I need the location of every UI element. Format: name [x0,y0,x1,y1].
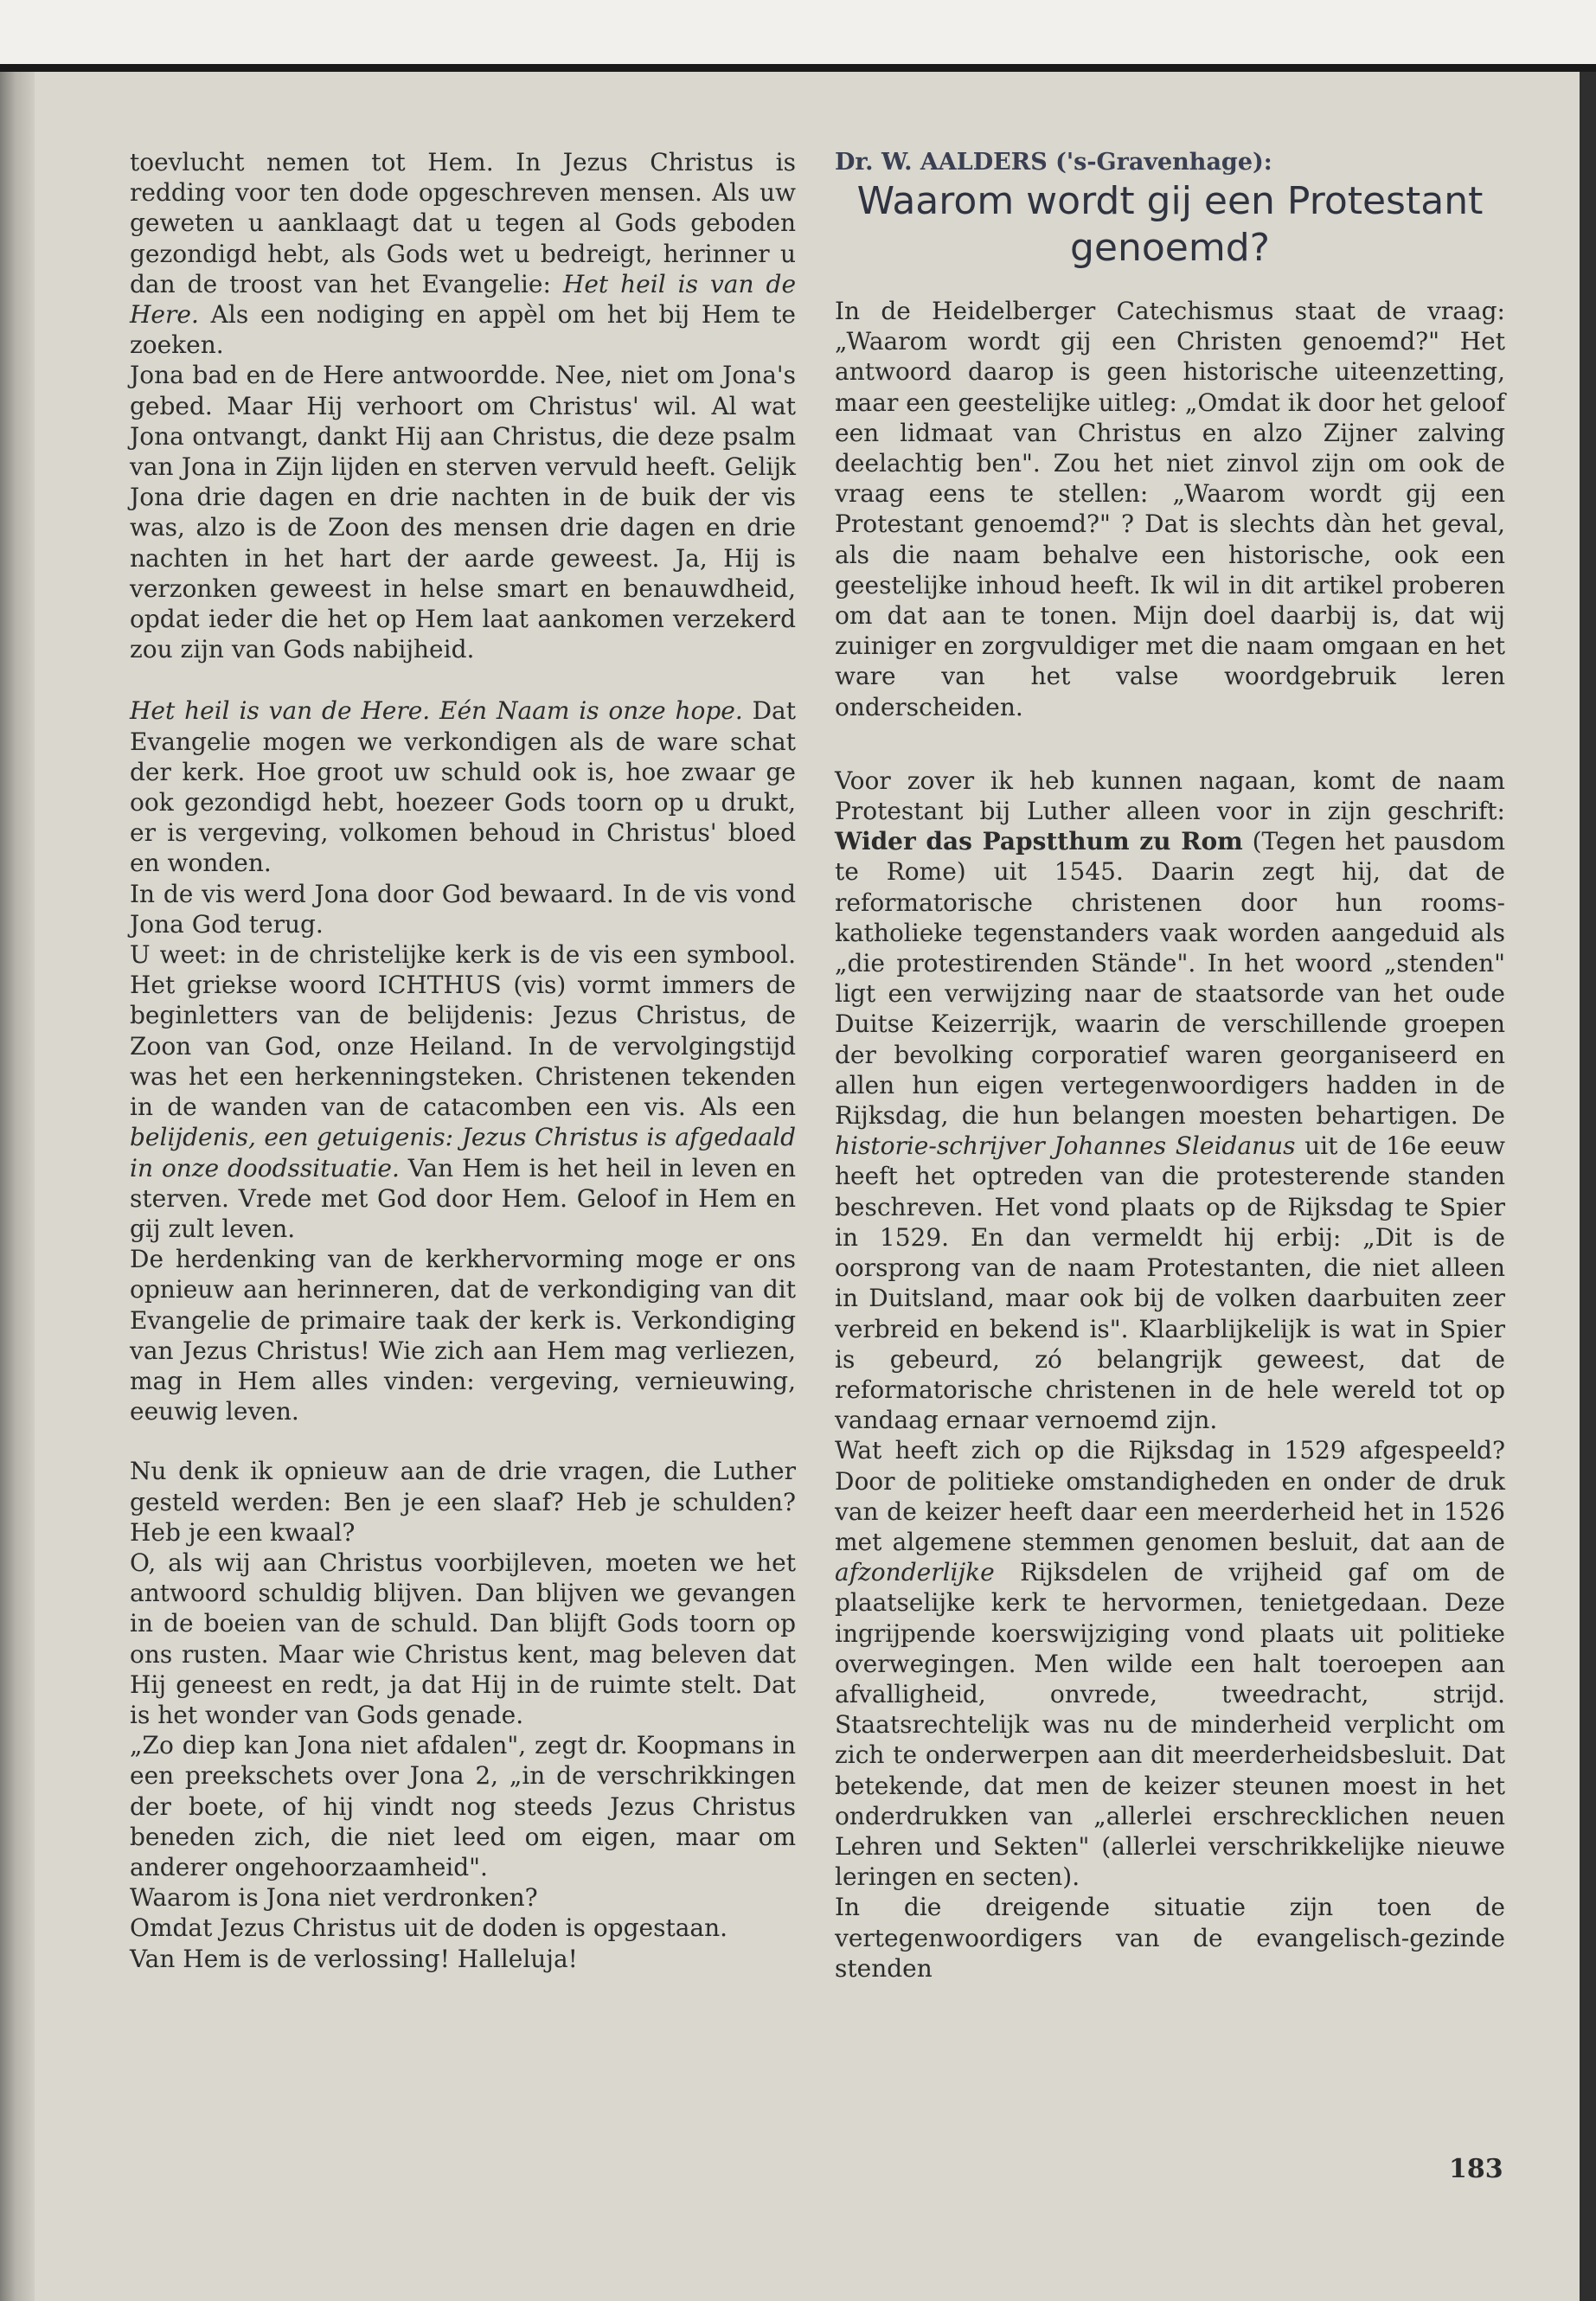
italic-phrase: belijdenis, een getuigenis: Jezus Christus is afgedaald in onze doodssituatie. [130,1123,796,1183]
book-title: Wider das Papstthum zu Rom [835,827,1243,856]
left-paragraph-2: Jona bad en de Here antwoordde. Nee, niet om Jona's gebed. Maar Hij verhoort om Christus' wil. Al wat Jona ontvangt, dankt Hij aan Christus, die deze psalm van Jona in Zijn lijden en sterven vervuld heeft. Gelijk Jona drie dagen en drie nachten in de buik der vis was, alzo is de Zoon des mensen drie dagen en drie nachten in het hart der aarde geweest. Ja, Hij is verzonken geweest in helse smart en benauwdheid, opdat ieder die het op Hem laat aankomen verzekerd zou zijn van Gods nabijheid. [130,361,796,664]
right-column [835,147,1505,1984]
left-paragraph-3: Het heil is van de Here. Eén Naam is onze hope. Dat Evangelie mogen we verkondigen als de ware schat der kerk. Hoe groot uw schuld ook is, hoe zwaar ge ook gezondigd hebt, hoezeer Gods toorn op u drukt, er is vergeving, volkomen behoud in Christus' bloed en wonden. [130,696,796,878]
right-paragraph-1: In de Heidelberger Catechismus staat de vraag: „Waarom wordt gij een Christen genoemd?" Het antwoord daarop is geen historische uiteenzetting, maar een geestelijke uitleg: „Omdat ik door het geloof een lidmaat van Christus en alzo Zijner zalving deelachtig ben". Zou het niet zinvol zijn om ook de vraag eens te stellen: „Waarom wordt gij een Protestant genoemd?" ? Dat is slechts dàn het geval, als die naam behalve een historische, ook een geestelijke inhoud heeft. Ik wil in dit artikel proberen om dat aan te tonen. Mijn doel daarbij is, dat wij zuiniger en zorgvuldiger met die naam omgaan en het ware van het valse woordgebruik leren onderscheiden. [835,297,1505,721]
scan-top-strip [0,0,1596,69]
right-paragraph-2: Voor zover ik heb kunnen nagaan, komt de naam Protestant bij Luther alleen voor in zijn geschrift: Wider das Papstthum zu Rom (Tegen het pausdom te Rome) uit 1545. Daarin zegt hij, dat de reformatorische christenen door hun rooms-katholieke tegenstanders vaak worden aangeduid als „die protestirenden Stände". In het woord „stenden" ligt een verwijzing naar de staatsorde van het oude Duitse Keizerrijk, waarin de verschillende groepen der bevolking corporatief waren georganiseerd en allen hun eigen vertegenwoordigers hadden in de Rijksdag, die hun belangen moesten behartigen. De historie-schrijver Johannes Sleidanus uit de 16e eeuw heeft het optreden van die protesterende standen beschreven. Het vond plaats op de Rijksdag te Spier in 1529. En dan vermeldt hij erbij: „Dit is de oorsprong van de naam Protestanten, die niet alleen in Duitsland, maar ook bij de volken daarbuiten zeer verbreid en bekend is". Klaarblijkelijk is wat in Spier is gebeurd, zó belangrijk geweest, dat de reformatorische christenen in de hele wereld tot op vandaag ernaar vernoemd zijn. [835,766,1505,1435]
right-paragraph-3: Wat heeft zich op die Rijksdag in 1529 afgespeeld? Door de politieke omstandigheden en onder de druk van de keizer heeft daar een meerderheid het in 1526 met algemene stemmen genomen besluit, dat aan de afzonderlijke Rijksdelen de vrijheid gaf om de plaatselijke kerk te hervormen, tenietgedaan. Deze ingrijpende koerswijziging vond plaats uit politieke overwegingen. Men wilde een halt toeroepen aan afvalligheid, onvrede, tweedracht, strijd. Staatsrechtelijk was nu de minderheid verplicht om zich te onderwerpen aan dit meerderheidsbesluit. Dat betekende, dat men de keizer steunen moest in het onderdrukken van „allerlei erschrecklichen neuen Lehren und Sekten" (allerlei verschrikkelijke nieuwe leringen en secten). [835,1436,1505,1892]
italic-phrase: afzonderlijke [835,1558,995,1587]
italic-phrase: historie-schrijver Johannes Sleidanus [835,1131,1296,1161]
left-paragraph-4: In de vis werd Jona door God bewaard. In de vis vond Jona God terug. [130,879,796,939]
left-paragraph-11: Omdat Jezus Christus uit de doden is opgestaan. [130,1913,728,1943]
left-paragraph-10: Waarom is Jona niet verdronken? [130,1883,538,1913]
article-title: Waarom wordt gij een Protestant genoemd? [856,179,1484,270]
left-paragraph-9: „Zo diep kan Jona niet afdalen", zegt dr. Koopmans in een preekschets over Jona 2, „in de verschrikkingen der boete, of hij vindt nog steeds Jezus Christus beneden zich, die niet leed om eigen, maar om anderer ongehoorzaamheid". [130,1731,796,1881]
right-paragraph-4: In die dreigende situatie zijn toen de vertegenwoordigers van de evangelisch-gezinde stenden [835,1893,1505,1983]
article-byline: Dr. W. AALDERS ('s-Gravenhage): [835,149,1272,176]
left-paragraph-6: De herdenking van de kerkhervorming moge er ons opnieuw aan herinneren, dat de verkondiging van dit Evangelie de primaire taak der kerk is. Verkondiging van Jezus Christus! Wie zich aan Hem mag verliezen, mag in Hem alles vinden: vergeving, vernieuwing, eeuwig leven. [130,1245,796,1426]
page-number: 183 [1449,2154,1503,2184]
left-paragraph-5: U weet: in de christelijke kerk is de vis een symbool. Het griekse woord ICHTHUS (vis) vormt immers de beginletters van de belijdenis: Jezus Christus, de Zoon van God, onze Heiland. In de vervolgingstijd was het een herkenningsteken. Christenen tekenden in de wanden van de catacomben een vis. Als een belijdenis, een getuigenis: Jezus Christus is afgedaald in onze doodssituatie. Van Hem is het heil in leven en sterven. Vrede met God door Hem. Geloof in Hem en gij zult leven. [130,940,796,1243]
italic-quote: Het heil is van de Here. [130,269,797,330]
left-paragraph-12: Van Hem is de verlossing! Halleluja! [130,1944,578,1973]
scan-right-edge [1580,72,1596,2301]
left-paragraph-1: toevlucht nemen tot Hem. In Jezus Christus is redding voor ten dode opgeschreven mensen. Als uw geweten u aanklaagt dat u tegen al Gods geboden gezondigd hebt, als Gods wet u bedreigt, herinner u dan de troost van het Evangelie: Het heil is van de Here. Als een nodiging en appèl om het bij Hem te zoeken. [130,148,797,360]
left-paragraph-7: Nu denk ik opnieuw aan de drie vragen, die Luther gesteld werden: Ben je een slaaf? Heb je schulden? Heb je een kwaal? [130,1457,796,1547]
left-column [130,147,796,1974]
page-binding-shadow [0,72,35,2301]
scan-edge-rule [0,64,1596,72]
left-paragraph-8: O, als wij aan Christus voorbijleven, moeten we het antwoord schuldig blijven. Dan blijven we gevangen in de boeien van de schuld. Dan blijft Gods toorn op ons rusten. Maar wie Christus kent, mag beleven dat Hij geneest en redt, ja dat Hij in de ruimte stelt. Dat is het wonder van Gods genade. [130,1548,796,1729]
italic-quote: Het heil is van de Here. Eén Naam is onze hope. [130,696,743,726]
